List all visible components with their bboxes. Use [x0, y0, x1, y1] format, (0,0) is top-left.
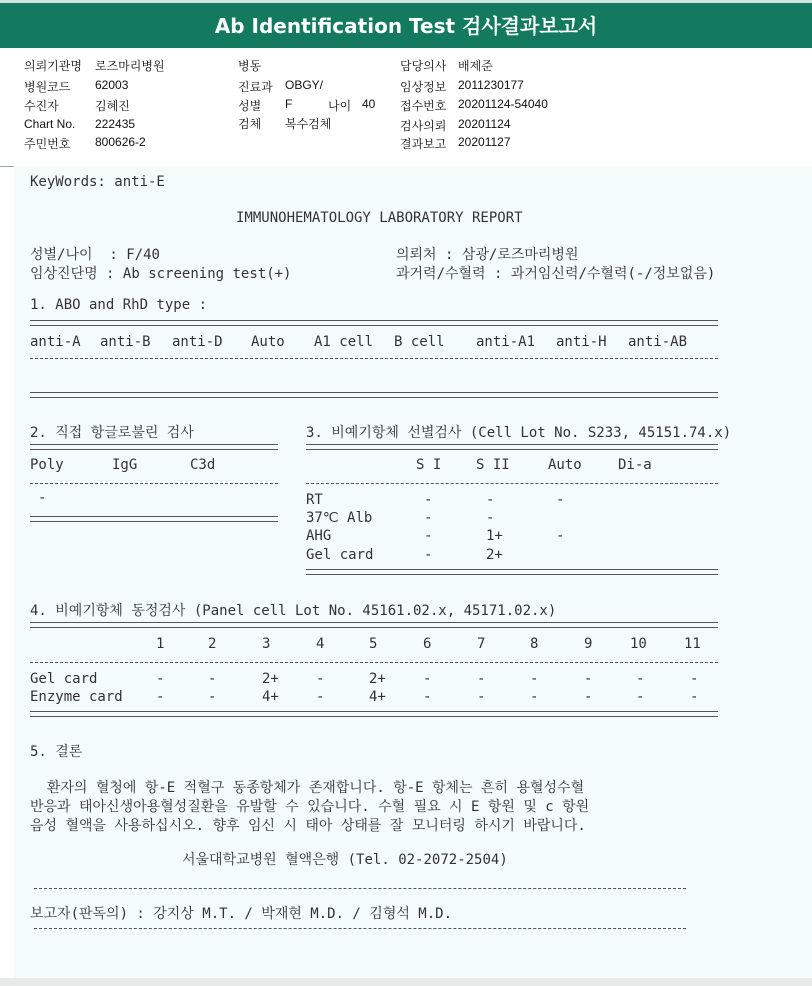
panel-cell: -: [584, 671, 593, 687]
screen-cell: 1+: [486, 528, 503, 544]
screen-cell: -: [486, 492, 495, 508]
requester: 의뢰처 : 삼광/로즈마리병원: [396, 247, 579, 263]
panel-col: 4: [316, 636, 325, 652]
lab-report: [14, 166, 812, 978]
double-rule: [30, 516, 278, 522]
abo-col: Auto: [251, 334, 285, 350]
abo-col: anti-A1: [476, 334, 536, 350]
screen-cell: -: [424, 528, 433, 544]
info-key: 진료과: [238, 80, 273, 94]
screen-row-label: Gel card: [306, 547, 374, 563]
info-key: Chart No.: [24, 117, 76, 131]
panel-cell: -: [530, 671, 539, 687]
sex-age: 성별/나이 : F/40: [30, 247, 160, 263]
panel-col: 9: [584, 636, 593, 652]
info-key: 접수번호: [400, 99, 447, 113]
info-key: 결과보고: [400, 137, 447, 151]
double-rule: [30, 622, 718, 628]
panel-cell: -: [208, 671, 217, 687]
info-key: 의뢰기관명: [24, 59, 82, 73]
panel-col: 8: [530, 636, 539, 652]
panel-cell: 2+: [369, 671, 386, 687]
info-value: 40: [362, 97, 376, 111]
single-rule: [34, 888, 686, 889]
info-value: F: [285, 97, 293, 111]
screen-cell: -: [486, 510, 495, 526]
report-title: IMMUNOHEMATOLOGY LABORATORY REPORT: [236, 210, 523, 226]
info-key: 나이: [328, 99, 352, 113]
panel-cell: -: [156, 671, 165, 687]
panel-cell: -: [530, 689, 539, 705]
section-2-title: 2. 직접 항글로불린 검사: [30, 425, 194, 441]
single-rule: [34, 928, 686, 929]
page-title: Ab Identification Test 검사결과보고서: [214, 14, 598, 38]
screen-col: Auto: [548, 457, 582, 473]
panel-row-label: Enzyme card: [30, 689, 123, 705]
screen-col: Di-a: [618, 457, 652, 473]
dat-col: C3d: [190, 457, 216, 473]
screen-row-label: AHG: [306, 528, 332, 544]
double-rule: [306, 444, 718, 450]
double-rule: [30, 711, 718, 717]
panel-row-label: Gel card: [30, 671, 98, 687]
section-4-title: 4. 비예기항체 동정검사 (Panel cell Lot No. 45161.02.x, 45171.02.x): [30, 603, 557, 619]
header-top-border: [0, 0, 812, 3]
screen-cell: -: [424, 492, 433, 508]
section-5-title: 5. 결론: [30, 744, 83, 760]
info-value: 로즈마리병원: [95, 59, 165, 73]
panel-col: 11: [684, 636, 701, 652]
panel-cell: 4+: [369, 689, 386, 705]
panel-cell: -: [423, 689, 432, 705]
panel-cell: -: [477, 671, 486, 687]
info-value: 복수검체: [285, 117, 332, 131]
abo-col: anti-D: [172, 334, 223, 350]
info-value: OBGY/: [285, 78, 324, 92]
single-rule: [30, 483, 278, 484]
panel-cell: -: [636, 671, 645, 687]
abo-col: anti-AB: [628, 334, 688, 350]
info-key: 임상정보: [400, 80, 447, 94]
panel-cell: -: [636, 689, 645, 705]
screen-cell: -: [556, 492, 565, 508]
conclusion-line: 환자의 혈청에 항-E 적혈구 동종항체가 존재합니다. 항-E 항체는 흔히 용혈성수혈: [30, 780, 585, 796]
double-rule: [30, 444, 278, 450]
panel-col: 10: [630, 636, 647, 652]
double-rule: [306, 569, 718, 575]
panel-cell: -: [156, 689, 165, 705]
abo-col: A1 cell: [314, 334, 374, 350]
keywords: KeyWords: anti-E: [30, 174, 165, 190]
double-rule: [30, 320, 718, 326]
dat-col: IgG: [112, 457, 138, 473]
screen-cell: 2+: [486, 547, 503, 563]
screen-cell: -: [556, 528, 565, 544]
section-3-title: 3. 비예기항체 선별검사 (Cell Lot No. S233, 45151.74.x): [306, 425, 732, 441]
screen-col: S II: [476, 457, 510, 473]
reporters: 보고자(판독의) : 강지상 M.T. / 박재현 M.D. / 김형석 M.D.: [30, 906, 453, 922]
panel-col: 7: [477, 636, 486, 652]
panel-cell: -: [208, 689, 217, 705]
panel-col: 1: [156, 636, 165, 652]
panel-cell: -: [316, 689, 325, 705]
info-key: 병원코드: [24, 80, 71, 94]
dat-col: Poly: [30, 457, 64, 473]
blood-bank-contact: 서울대학교병원 혈액은행 (Tel. 02-2072-2504): [182, 852, 508, 868]
single-rule: [30, 358, 718, 359]
info-key: 검사의뢰: [400, 119, 447, 133]
info-value: 20201124: [458, 117, 511, 131]
panel-col: 2: [208, 636, 217, 652]
info-value: 20201127: [458, 135, 511, 149]
panel-cell: -: [690, 671, 699, 687]
screen-cell: -: [424, 547, 433, 563]
screen-row-label: RT: [306, 492, 323, 508]
panel-col: 3: [262, 636, 271, 652]
info-value: 62003: [95, 78, 129, 92]
info-key: 성별: [238, 99, 262, 113]
info-value: 2011230177: [458, 78, 524, 92]
info-value: 800626-2: [95, 135, 146, 149]
conclusion-line: 반응과 태아신생아용혈성질환을 유발할 수 있습니다. 수혈 필요 시 E 항원 및 c 항원: [30, 799, 590, 815]
panel-cell: -: [316, 671, 325, 687]
panel-cell: -: [690, 689, 699, 705]
info-key: 병동: [238, 59, 262, 73]
single-rule: [30, 662, 718, 663]
panel-col: 6: [423, 636, 432, 652]
info-key: 주민번호: [24, 137, 71, 151]
panel-cell: -: [477, 689, 486, 705]
info-value: 20201124-54040: [458, 97, 548, 111]
single-rule: [306, 483, 718, 484]
abo-col: anti-B: [100, 334, 151, 350]
abo-col: B cell: [394, 334, 445, 350]
info-key: 수진자: [24, 99, 59, 113]
screen-cell: -: [424, 510, 433, 526]
screen-col: S I: [416, 457, 442, 473]
clinical-diagnosis: 임상진단명 : Ab screening test(+): [30, 266, 292, 282]
info-key: 담당의사: [400, 59, 447, 73]
conclusion-line: 음성 혈액을 사용하십시오. 향후 임신 시 태아 상태를 잘 모니터링 하시기 바랍니다.: [30, 818, 586, 834]
page-bottom-strip: [0, 978, 812, 986]
dat-result: -: [38, 490, 47, 506]
panel-cell: -: [423, 671, 432, 687]
double-rule: [30, 392, 718, 398]
info-value: 배제준: [458, 59, 493, 73]
screen-row-label: 37℃ Alb: [306, 510, 373, 526]
section-1-title: 1. ABO and RhD type :: [30, 297, 208, 313]
panel-col: 5: [369, 636, 378, 652]
info-key: 검체: [238, 117, 262, 131]
transfusion-history: 과거력/수혈력 : 과거임신력/수혈력(-/정보없음): [396, 266, 716, 282]
abo-col: anti-A: [30, 334, 81, 350]
info-value: 222435: [95, 117, 136, 131]
info-value: 김혜진: [95, 99, 130, 113]
abo-col: anti-H: [556, 334, 607, 350]
panel-cell: -: [584, 689, 593, 705]
panel-cell: 4+: [262, 689, 279, 705]
panel-cell: 2+: [262, 671, 279, 687]
